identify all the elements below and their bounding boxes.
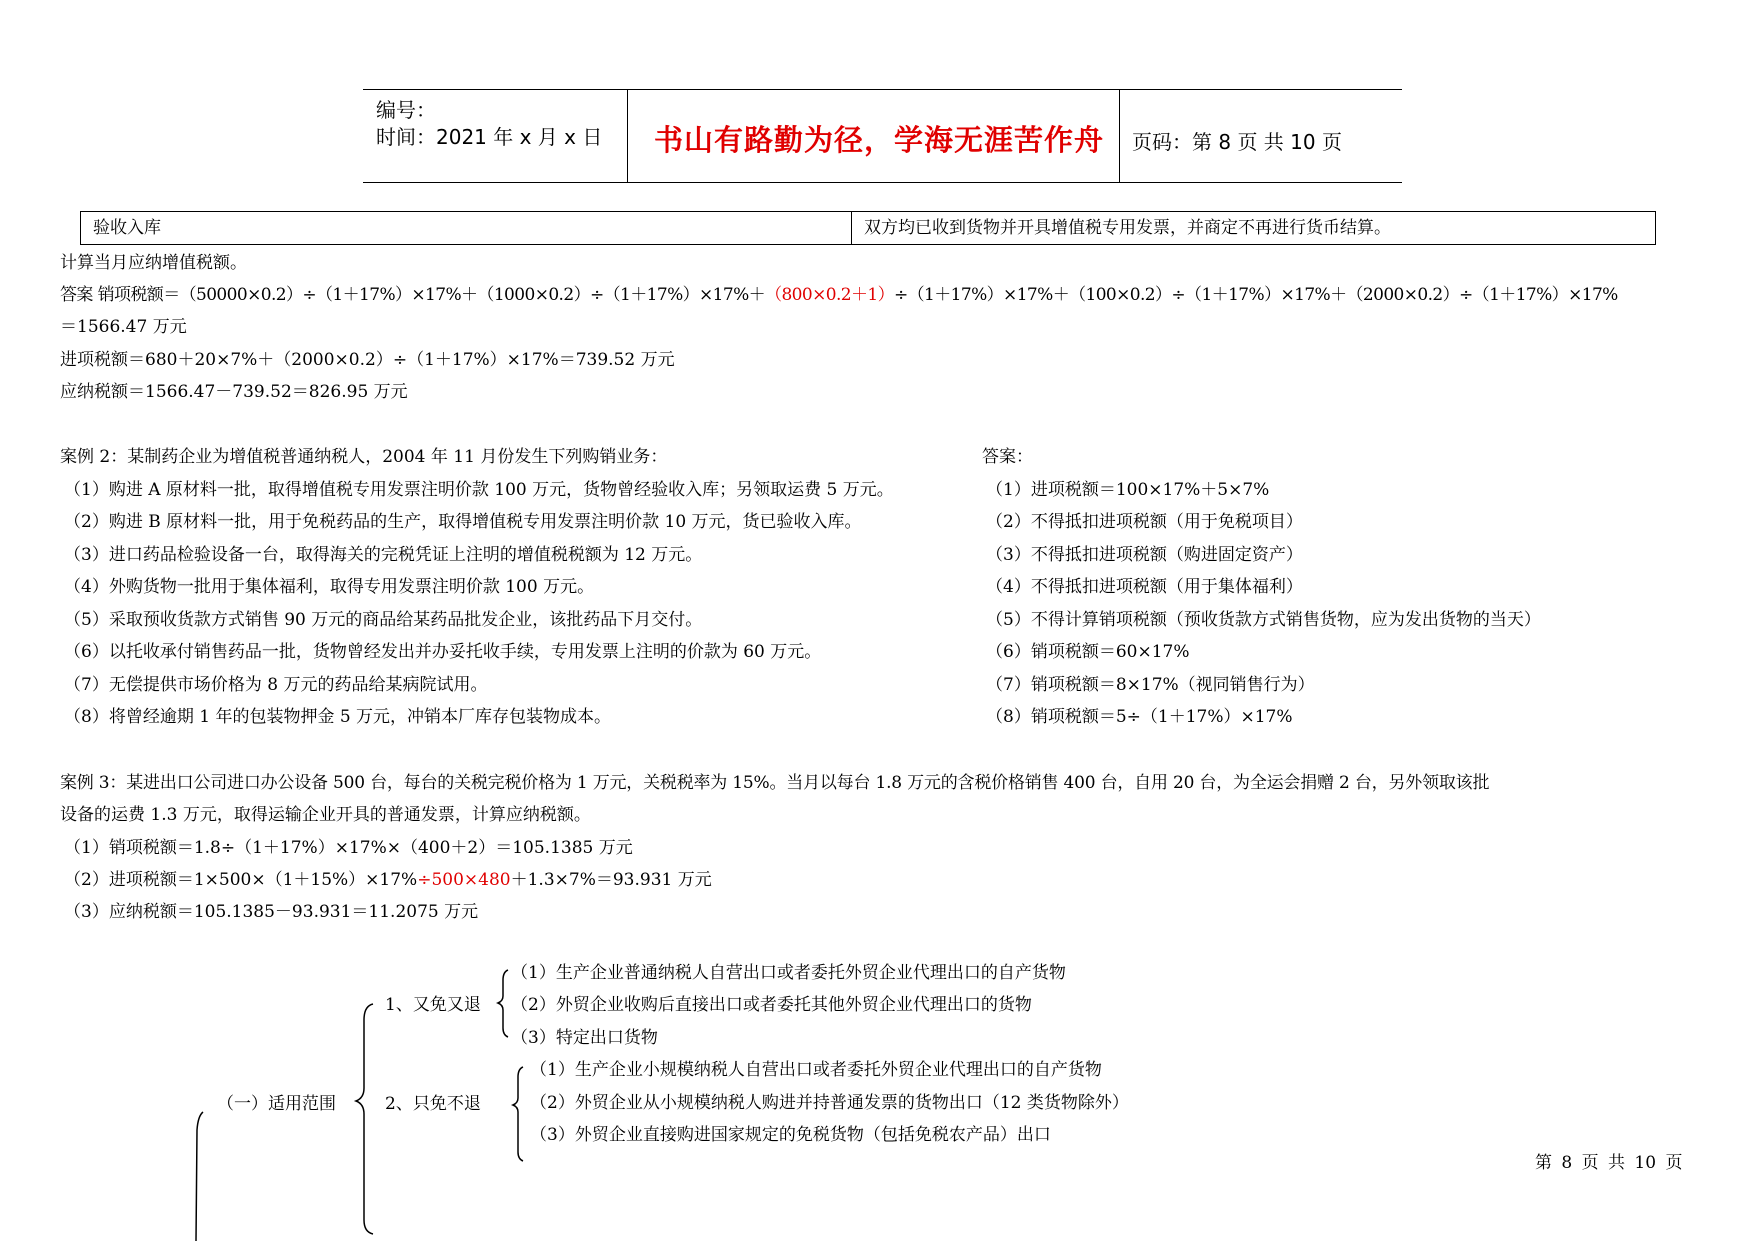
calc-answer-highlight: （800×0.2＋1） bbox=[765, 285, 895, 305]
case3-step2-prefix: （2）进项税额＝1×500×（1＋15%）×17% bbox=[64, 870, 418, 890]
group1-item: （1）生产企业普通纳税人自营出口或者委托外贸企业代理出口的自产货物 bbox=[511, 963, 1066, 983]
doc-number-label: 编号： bbox=[376, 98, 436, 122]
group1-item: （2）外贸企业收购后直接出口或者委托其他外贸企业代理出口的货物 bbox=[511, 995, 1032, 1015]
calc-answer-prefix: 答案 销项税额＝（50000×0.2）÷（1＋17%）×17%＋（1000×0.2）÷（1＋17%）×17%＋ bbox=[60, 285, 766, 305]
case3-step3: （3）应纳税额＝105.1385－93.931＝11.2075 万元 bbox=[64, 902, 479, 922]
table-cell-left: 验收入库 bbox=[93, 218, 161, 238]
case2-item: （1）购进 A 原材料一批，取得增值税专用发票注明价款 100 万元，货物曾经验收入库；另领取运费 5 万元。 bbox=[64, 480, 894, 500]
calc-answer-line2: ＝1566.47 万元 bbox=[60, 317, 187, 337]
case2-answer: （7）销项税额＝8×17%（视同销售行为） bbox=[986, 675, 1315, 695]
case2-answer: （6）销项税额＝60×17% bbox=[986, 642, 1190, 662]
group2-item: （3）外贸企业直接购进国家规定的免税货物（包括免税农产品）出口 bbox=[530, 1125, 1051, 1145]
case2-answer: （3）不得抵扣进项税额（购进固定资产） bbox=[986, 545, 1303, 565]
case3-line1: 案例 3：某进出口公司进口办公设备 500 台，每台的关税完税价格为 1 万元，关税税率为 15%。当月以每台 1.8 万元的含税价格销售 400 台，自用 20 台，为全运会捐赠 2 台，另外领取该批 bbox=[60, 773, 1490, 793]
header-motto: 书山有路勤为径，学海无涯苦作舟 bbox=[654, 123, 1105, 157]
case2-item: （3）进口药品检验设备一台，取得海关的完税凭证上注明的增值税税额为 12 万元。 bbox=[64, 545, 703, 565]
case2-title: 案例 2：某制药企业为增值税普通纳税人，2004 年 11 月份发生下列购销业务： bbox=[60, 447, 668, 467]
case2-answer: （4）不得抵扣进项税额（用于集体福利） bbox=[986, 577, 1303, 597]
group1-label: 1、又免又退 bbox=[385, 995, 481, 1015]
calc-input-tax: 进项税额＝680＋20×7%＋（2000×0.2）÷（1＋17%）×17%＝739.52 万元 bbox=[60, 350, 675, 370]
case2-item: （5）采取预收货款方式销售 90 万元的商品给某药品批发企业，该批药品下月交付。 bbox=[64, 610, 703, 630]
case2-answer: （8）销项税额＝5÷（1＋17%）×17% bbox=[986, 707, 1293, 727]
case3-step1: （1）销项税额＝1.8÷（1＋17%）×17%×（400＋2）＝105.1385 万元 bbox=[64, 838, 633, 858]
doc-time-label: 时间：2021 年 x 月 x 日 bbox=[376, 125, 603, 149]
group1-item: （3）特定出口货物 bbox=[511, 1028, 658, 1048]
case2-answer: （2）不得抵扣进项税额（用于免税项目） bbox=[986, 512, 1303, 532]
case2-answer-title: 答案： bbox=[982, 447, 1033, 467]
case2-item: （7）无偿提供市场价格为 8 万元的药品给某病院试用。 bbox=[64, 675, 488, 695]
calc-payable: 应纳税额＝1566.47－739.52＝826.95 万元 bbox=[60, 382, 408, 402]
case2-answer: （5）不得计算销项税额（预收货款方式销售货物，应为发出货物的当天） bbox=[986, 610, 1541, 630]
table-cell-right: 双方均已收到货物并开具增值税专用发票，并商定不再进行货币结算。 bbox=[864, 218, 1391, 238]
case2-item: （2）购进 B 原材料一批，用于免税药品的生产，取得增值税专用发票注明价款 10 万元，货已验收入库。 bbox=[64, 512, 862, 532]
calc-title: 计算当月应纳增值税额。 bbox=[60, 253, 247, 273]
footer-page-number: 第 8 页 共 10 页 bbox=[1535, 1153, 1683, 1173]
case3-step2-suffix: ＋1.3×7%＝93.931 万元 bbox=[510, 870, 712, 890]
case2-item: （8）将曾经逾期 1 年的包装物押金 5 万元，冲销本厂库存包装物成本。 bbox=[64, 707, 612, 727]
case2-answer: （1）进项税额＝100×17%＋5×7% bbox=[986, 480, 1270, 500]
header-page-info: 页码：第 8 页 共 10 页 bbox=[1132, 130, 1342, 154]
group2-item: （2）外贸企业从小规模纳税人购进并持普通发票的货物出口（12 类货物除外） bbox=[530, 1093, 1129, 1113]
case3-step2-highlight: ÷500×480 bbox=[417, 870, 511, 890]
case2-item: （4）外购货物一批用于集体福利，取得专用发票注明价款 100 万元。 bbox=[64, 577, 595, 597]
scope-label: （一）适用范围 bbox=[217, 1094, 336, 1114]
case2-item: （6）以托收承付销售药品一批，货物曾经发出并办妥托收手续，专用发票上注明的价款为 60 万元。 bbox=[64, 642, 822, 662]
group2-label: 2、只免不退 bbox=[385, 1094, 481, 1114]
case3-line2: 设备的运费 1.3 万元，取得运输企业开具的普通发票，计算应纳税额。 bbox=[60, 805, 591, 825]
calc-answer-suffix: ÷（1＋17%）×17%＋（100×0.2）÷（1＋17%）×17%＋（2000×0.2）÷（1＋17%）×17% bbox=[894, 285, 1618, 305]
group2-item: （1）生产企业小规模纳税人自营出口或者委托外贸企业代理出口的自产货物 bbox=[530, 1060, 1102, 1080]
